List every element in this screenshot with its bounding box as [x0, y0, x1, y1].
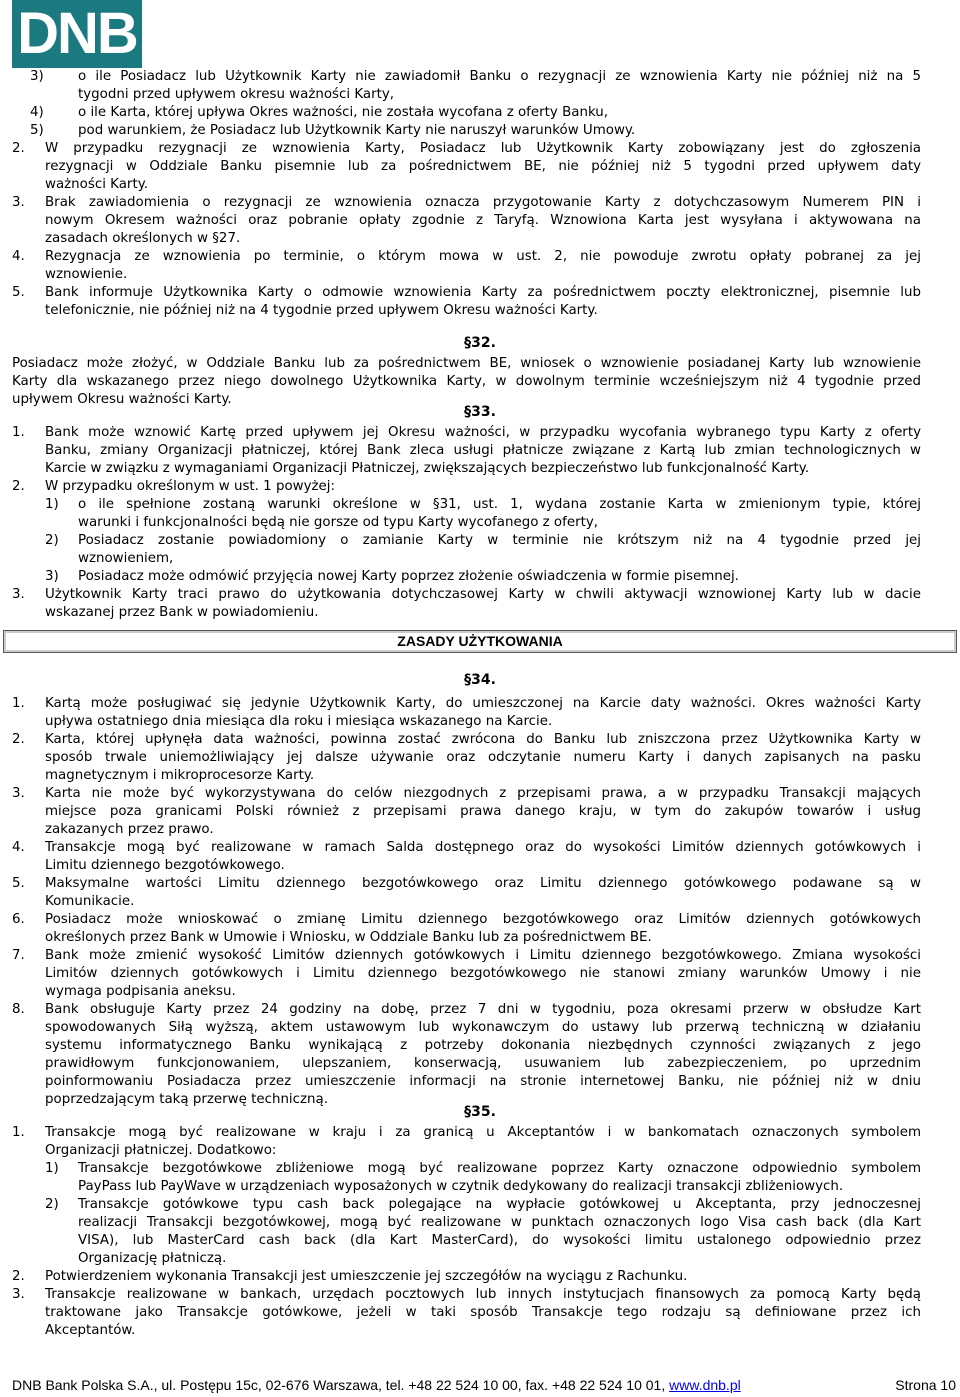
list-marker: 5)	[30, 123, 44, 138]
text-line: Limitu dziennego bezgotówkowego.	[45, 858, 285, 873]
list-marker: 2.	[12, 1269, 25, 1284]
text-line: Akceptantów.	[45, 1323, 136, 1338]
text-line: Bank obsługuje Karty przez 24 godziny na dobę, przez 7 dni w tygodniu, poza okresami przerw w obsłudze Kart	[45, 1002, 921, 1017]
list-marker: 3)	[45, 569, 59, 584]
text-line: poinformowaniu Posiadacza przez umieszczenie informacji na stronie internetowej Banku, nie później niż w dniu	[45, 1074, 921, 1089]
list-marker: 2)	[45, 533, 59, 548]
list-marker: 3.	[12, 1287, 25, 1302]
list-marker: 1.	[12, 425, 25, 440]
text-line: W przypadku określonym w ust. 1 powyżej:	[45, 479, 336, 494]
text-line: Banku, zmiany Organizacji płatniczej, której Bank zleca usługi płatnicze związane z Kartą lub zmian technologicznych w	[45, 443, 921, 458]
list-marker: 6.	[12, 912, 25, 927]
text-line: Użytkownik Karty traci prawo do użytkowania dotychczasowej Karty w chwili aktywacji wznowionej Karty lub w dacie	[45, 587, 921, 602]
text-line: Brak zawiadomienia o rezygnacji ze wznowienia oznacza przygotowanie Karty z dotychczasowym Numerem PIN i	[45, 195, 921, 210]
list-marker: 1.	[12, 696, 25, 711]
list-marker: 5.	[12, 285, 25, 300]
list-marker: 4)	[30, 105, 44, 120]
text-line: traktowane jako Transakcje gotówkowe, jeżeli w taki sposób Transakcje tego rodzaju są definiowane przez ich	[45, 1305, 921, 1320]
footer-address-text: DNB Bank Polska S.A., ul. Postępu 15c, 02-676 Warszawa, tel. +48 22 524 10 00, fax. +48 22 524 10 01,	[12, 1377, 670, 1393]
list-marker: 3.	[12, 587, 25, 602]
text-line: rezygnacji w Oddziale Banku pisemnie lub za pośrednictwem BE, nie później niż 5 tygodni przed upływem daty	[45, 159, 921, 174]
list-marker: 3.	[12, 195, 25, 210]
section-heading: §35.	[464, 1104, 496, 1120]
text-line: wznowienie.	[45, 267, 128, 282]
section-heading: §34.	[464, 672, 496, 688]
text-line: wymaga podpisania aneksu.	[45, 984, 236, 999]
text-line: Karty dla wskazanego przez niego dowolnego Użytkownika Karty, w dowolnym terminie wcześniejszym niż 4 tygodnie przed	[12, 374, 921, 389]
text-line: Bank informuje Użytkownika Karty o odmowie wznowienia Karty za pośrednictwem poczty elektronicznej, pisemnie lub	[45, 285, 921, 300]
text-line: telefonicznie, nie później niż na 4 tygodnie przed upływem Okresu ważności Karty.	[45, 303, 598, 318]
list-marker: 2.	[12, 732, 25, 747]
text-line: Kartą może posługiwać się jedynie Użytkownik Karty, do umieszczonej na Karcie daty ważności. Okres ważności Karty	[45, 696, 921, 711]
text-line: poprzedzającym taką przerwę techniczną.	[45, 1092, 328, 1107]
text-line: Bank może wznowić Kartę przed upływem jej Okresu ważności, w przypadku wycofania wybranego typu Karty z oferty	[45, 425, 921, 440]
text-line: wskazanej przez Bank w powiadomieniu.	[45, 605, 319, 620]
list-marker: 1.	[12, 1125, 25, 1140]
text-line: wznowieniem,	[78, 551, 174, 566]
text-line: spowodowanych Siłą wyższą, aktem ustawowym lub wykonawczym do ustawy lub przerwą techniczną w działaniu	[45, 1020, 921, 1035]
text-line: Komunikacie.	[45, 894, 135, 909]
list-marker: 8.	[12, 1002, 25, 1017]
text-line: Posiadacz może złożyć, w Oddziale Banku lub za pośrednictwem BE, wniosek o wznowienie posiadanej Karty lub wznowienie	[12, 356, 921, 371]
text-line: Karta, której upłynęła data ważności, powinna zostać zwrócona do Banku lub zniszczona przez Użytkownika Karty w	[45, 732, 921, 747]
text-line: zakazanych przez prawo.	[45, 822, 214, 837]
list-marker: 3)	[30, 69, 44, 84]
text-line: prawidłowym funkcjonowaniem, ulepszaniem, konserwacją, usuwaniem lub zabezpieczeniem, po uprzednim	[45, 1056, 921, 1071]
text-line: VISA), lub MasterCard cash back (dla Kart MasterCard), do wysokości limitu ustalonego odpowiednio przez	[78, 1233, 921, 1248]
text-line: magnetycznym i mikroprocesorze Karty.	[45, 768, 315, 783]
text-line: zasadach określonych w §27.	[45, 231, 241, 246]
dnb-logo: DNB	[12, 0, 142, 68]
list-marker: 4.	[12, 840, 25, 855]
list-marker: 3.	[12, 786, 25, 801]
text-line: Karta nie może być wykorzystywana do celów niezgodnych z przepisami prawa, a w przypadku Transakcji mających	[45, 786, 921, 801]
section-banner: ZASADY UŻYTKOWANIA	[3, 630, 957, 653]
text-line: Transakcje mogą być realizowane w kraju i za granicą u Akceptantów i w bankomatach oznaczonych symbolem	[45, 1125, 921, 1140]
text-line: ważności Karty.	[45, 177, 148, 192]
text-line: tygodni przed upływem okresu ważności Karty,	[78, 87, 395, 102]
text-line: Organizacji płatniczej. Dodatkowo:	[45, 1143, 277, 1158]
text-line: o ile spełnione zostaną warunki określone w §31, ust. 1, wydana zostanie Karta w zmienionym typie, której	[78, 497, 921, 512]
list-marker: 1)	[45, 1161, 59, 1176]
list-marker: 1)	[45, 497, 59, 512]
text-line: systemu informatycznego Banku wynikającą z potrzeby dokonania niezbędnych czynności związanych z jego	[45, 1038, 921, 1053]
text-line: Karcie w związku z wymaganiami Organizacji Płatniczej, zwiększających bezpieczeństwo lub funkcjonalność Karty.	[45, 461, 810, 476]
list-marker: 5.	[12, 876, 25, 891]
text-line: sposób trwale uniemożliwiający jej dalsze używanie oraz odczytanie numeru Karty i danych zapisanych na pasku	[45, 750, 921, 765]
text-line: upływem Okresu ważności Karty.	[12, 392, 232, 407]
text-line: Posiadacz może wnioskować o zmianę Limitu dziennego bezgotówkowego oraz Limitów dziennych gotówkowych	[45, 912, 921, 927]
text-line: Organizację płatniczą.	[78, 1251, 227, 1266]
text-line: Transakcje bezgotówkowe zbliżeniowe mogą być realizowane poprzez Karty oznaczone odpowiednio symbolem	[78, 1161, 921, 1176]
list-marker: 2)	[45, 1197, 59, 1212]
page-number: Strona 10	[895, 1377, 956, 1393]
text-line: pod warunkiem, że Posiadacz lub Użytkownik Karty nie naruszył warunków Umowy.	[78, 123, 636, 138]
text-line: W przypadku rezygnacji ze wznowienia Karty, Posiadacz lub Użytkownik Karty zobowiązany jest do zgłoszenia	[45, 141, 921, 156]
text-line: Transakcje mogą być realizowane w ramach Salda dostępnego oraz do wysokości Limitów dziennych gotówkowych i	[45, 840, 921, 855]
text-line: Bank może zmienić wysokość Limitów dziennych gotówkowych i Limitu dziennego bezgotówkowego. Zmiana wysokości	[45, 948, 921, 963]
section-heading: §33.	[464, 404, 496, 420]
text-line: upływa ostatniego dnia miesiąca dla roku i miesiąca wskazanego na Karcie.	[45, 714, 553, 729]
footer-link[interactable]: www.dnb.pl	[669, 1377, 741, 1393]
text-line: nowym Okresem ważności oraz pobranie opłaty zgodnie z Taryfą. Wznowiona Karta jest wysyłana i aktywowana na	[45, 213, 921, 228]
text-line: Posiadacz zostanie powiadomiony o zamianie Karty w terminie nie krótszym niż na 4 tygodnie przed jej	[78, 533, 921, 548]
text-line: określonych przez Bank w Umowie i Wniosku, w Oddziale Banku lub za pośrednictwem BE.	[45, 930, 652, 945]
text-line: Transakcje realizowane w bankach, urzędach pocztowych lub innych instytucjach finansowych za pomocą Karty będą	[45, 1287, 921, 1302]
section-heading: §32.	[464, 335, 496, 351]
list-marker: 4.	[12, 249, 25, 264]
text-line: PayPass lub PayWave w urządzeniach wyposażonych w czytnik dedykowany do realizacji transakcji zbliżeniowych.	[78, 1179, 844, 1194]
text-line: warunki i funkcjonalności będą nie gorsze od typu Karty wycofanego z oferty,	[78, 515, 599, 530]
text-line: realizacji Transakcji bezgotówkowej, mogą być realizowane w punktach oznaczonych logo Visa cash back (dla Kart	[78, 1215, 921, 1230]
text-line: Limitów dziennych gotówkowych i Limitu dziennego bezgotówkowego nie stanowi zmiany warunków Umowy i nie	[45, 966, 921, 981]
text-line: o ile Posiadacz lub Użytkownik Karty nie zawiadomił Banku o rezygnacji ze wznowienia Karty nie później niż na 5	[78, 69, 921, 84]
footer-address	[12, 1377, 741, 1393]
list-marker: 7.	[12, 948, 25, 963]
list-marker: 2.	[12, 141, 25, 156]
text-line: o ile Karta, której upływa Okres ważności, nie została wycofana z oferty Banku,	[78, 105, 609, 120]
text-line: Rezygnacja ze wznowienia po terminie, o którym mowa w ust. 2, nie powoduje zwrotu opłaty pobranej za jej	[45, 249, 921, 264]
text-line: Maksymalne wartości Limitu dziennego bezgotówkowego oraz Limitu dziennego gotówkowego podawane są w	[45, 876, 921, 891]
text-line: miejsce poza granicami Polski również z przepisami prawa danego kraju, w tym do zakupów towarów i usług	[45, 804, 921, 819]
text-line: Transakcje gotówkowe typu cash back polegające na wypłacie gotówkowej u Akceptanta, przy jednoczesnej	[78, 1197, 921, 1212]
text-line: Potwierdzeniem wykonania Transakcji jest umieszczenie jej szczegółów na wyciągu z Rachunku.	[45, 1269, 688, 1284]
text-line: Posiadacz może odmówić przyjęcia nowej Karty poprzez złożenie oświadczenia w formie pisemnej.	[78, 569, 739, 584]
list-marker: 2.	[12, 479, 25, 494]
